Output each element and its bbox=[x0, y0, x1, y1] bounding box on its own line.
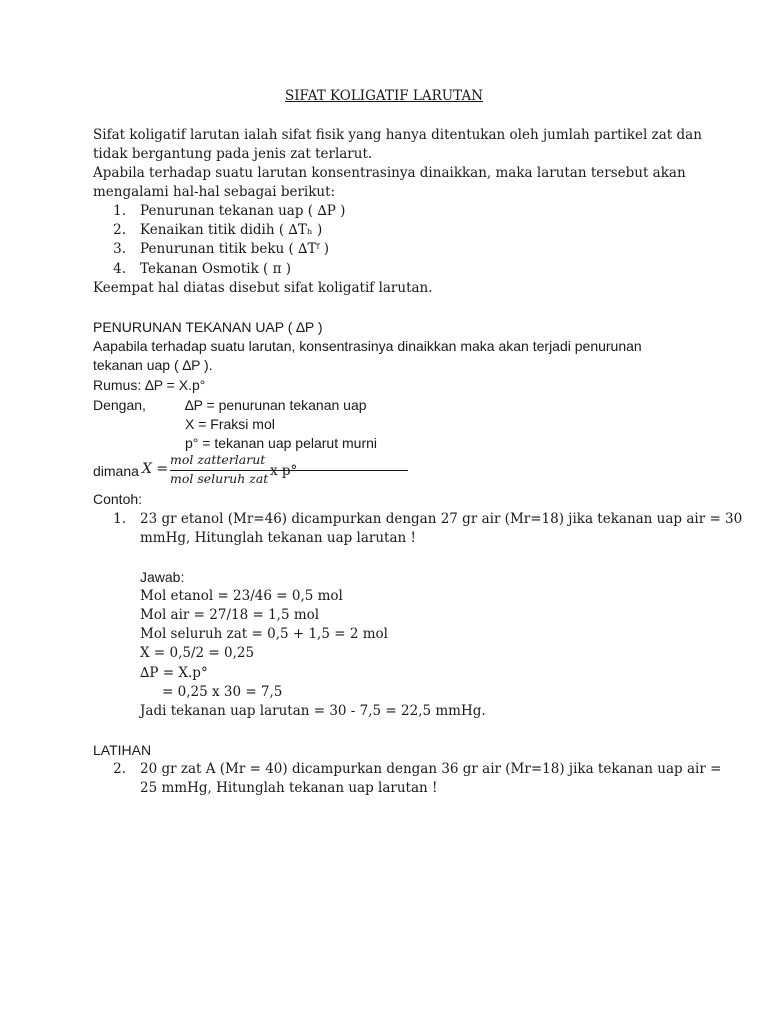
solution-step: Mol etanol = 23/46 = 0,5 mol bbox=[140, 588, 343, 604]
section-paragraph: tekanan uap ( ∆P ). bbox=[93, 357, 213, 373]
solution-step: X = 0,5/2 = 0,25 bbox=[140, 645, 255, 661]
solution-step: ∆P = X.p° bbox=[140, 665, 208, 681]
exercise-question: 20 gr zat A (Mr = 40) dicampurkan dengan 36 gr air (Mr=18) jika tekanan uap air = bbox=[140, 761, 722, 777]
formula-denominator: mol seluruh zat bbox=[170, 471, 269, 486]
dengan-label: Dengan, bbox=[93, 397, 146, 413]
section-paragraph: Aapabila terhadap suatu larutan, konsentrasinya dinaikkan maka akan terjadi penurunan bbox=[93, 338, 642, 354]
formula-rumus: Rumus: ∆P = X.p° bbox=[93, 377, 206, 393]
definition-line: ∆P = penurunan tekanan uap bbox=[185, 397, 367, 413]
list-item: Penurunan tekanan uap ( ∆P ) bbox=[140, 203, 346, 219]
summary-text: Keempat hal diatas disebut sifat koligatif larutan. bbox=[93, 280, 433, 296]
contoh-label: Contoh: bbox=[93, 491, 143, 507]
definition-line: p° = tekanan uap pelarut murni bbox=[185, 435, 378, 451]
formula-lhs: X = bbox=[142, 461, 169, 477]
list-item: Tekanan Osmotik ( π ) bbox=[140, 261, 292, 277]
dimana-label: dimana bbox=[93, 463, 139, 479]
example-question: 23 gr etanol (Mr=46) dicampurkan dengan 27 gr air (Mr=18) jika tekanan uap air = 30 bbox=[140, 511, 743, 527]
list-number: 3. bbox=[113, 241, 126, 257]
jawab-label: Jawab: bbox=[140, 569, 185, 585]
latihan-heading: LATIHAN bbox=[93, 742, 152, 758]
list-number: 2. bbox=[113, 222, 126, 238]
exercise-question: 25 mmHg, Hitunglah tekanan uap larutan ! bbox=[140, 780, 438, 796]
formula-numerator: mol zatterlarut bbox=[170, 452, 266, 467]
example-question: mmHg, Hitunglah tekanan uap larutan ! bbox=[140, 530, 416, 546]
list-number: 4. bbox=[113, 261, 126, 277]
example-number: 1. bbox=[113, 511, 126, 527]
list-number: 1. bbox=[113, 203, 126, 219]
definition-line: X = Fraksi mol bbox=[185, 416, 275, 432]
exercise-number: 2. bbox=[113, 761, 126, 777]
list-item: Kenaikan titik didih ( ∆Tₕ ) bbox=[140, 222, 323, 238]
intro-line: Apabila terhadap suatu larutan konsentrasinya dinaikkan, maka larutan tersebut akan bbox=[93, 165, 686, 181]
list-item: Penurunan titik beku ( ∆Tᶠ ) bbox=[140, 241, 330, 257]
formula-tail: x p° bbox=[270, 463, 298, 479]
solution-step: Mol seluruh zat = 0,5 + 1,5 = 2 mol bbox=[140, 626, 388, 642]
intro-line: Sifat koligatif larutan ialah sifat fisik yang hanya ditentukan oleh jumlah partikel zat dan bbox=[93, 127, 702, 143]
page-title: SIFAT KOLIGATIF LARUTAN bbox=[284, 88, 484, 104]
section-heading: PENURUNAN TEKANAN UAP ( ∆P ) bbox=[93, 319, 323, 335]
intro-line: tidak bergantung pada jenis zat terlarut. bbox=[93, 146, 373, 162]
solution-conclusion: Jadi tekanan uap larutan = 30 - 7,5 = 22,5 mmHg. bbox=[140, 703, 486, 719]
solution-step: Mol air = 27/18 = 1,5 mol bbox=[140, 607, 320, 623]
solution-step: = 0,25 x 30 = 7,5 bbox=[162, 684, 283, 700]
intro-line: mengalami hal-hal sebagai berikut: bbox=[93, 184, 336, 200]
